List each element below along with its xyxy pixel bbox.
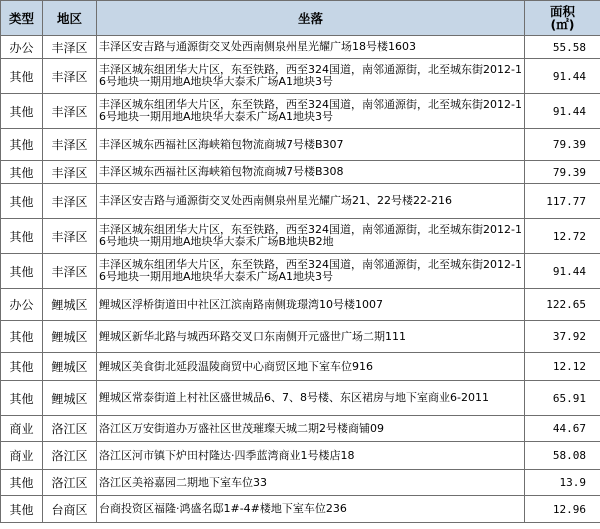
table-row <box>1 321 600 353</box>
cell-area: 122.65 <box>525 289 600 321</box>
cell-district: 丰泽区 <box>43 36 97 59</box>
cell-address: 洛江区美裕嘉园二期地下室车位33 <box>97 470 525 496</box>
cell-type: 其他 <box>1 254 43 289</box>
cell-area: 79.39 <box>525 129 600 161</box>
cell-type: 其他 <box>1 353 43 381</box>
cell-type: 其他 <box>1 219 43 254</box>
table-row <box>1 470 600 496</box>
table-row <box>1 59 600 94</box>
cell-district: 洛江区 <box>43 416 97 442</box>
cell-area: 91.44 <box>525 254 600 289</box>
cell-type: 其他 <box>1 321 43 353</box>
cell-area: 12.12 <box>525 353 600 381</box>
cell-district: 洛江区 <box>43 470 97 496</box>
cell-district: 丰泽区 <box>43 94 97 129</box>
table-row <box>1 416 600 442</box>
cell-type: 商业 <box>1 416 43 442</box>
table-row <box>1 442 600 470</box>
cell-type: 其他 <box>1 470 43 496</box>
cell-address: 鲤城区美食街北延段温陵商贸中心商贸区地下室车位916 <box>97 353 525 381</box>
header-address: 坐落 <box>97 1 525 36</box>
cell-address: 丰泽区城东西福社区海峡箱包物流商城7号楼B308 <box>97 161 525 184</box>
cell-address: 鲤城区新华北路与城西环路交叉口东南侧开元盛世广场二期111 <box>97 321 525 353</box>
cell-type: 其他 <box>1 129 43 161</box>
cell-type: 其他 <box>1 59 43 94</box>
cell-area: 44.67 <box>525 416 600 442</box>
header-district: 地区 <box>43 1 97 36</box>
header-area <box>525 1 600 36</box>
table-row <box>1 36 600 59</box>
cell-district: 丰泽区 <box>43 59 97 94</box>
cell-address: 丰泽区城东组团华大片区，东至铁路，西至324国道，南邻通源街，北至城东街2012-16号地块一期用地A地块华大泰禾广场A1地块3号 <box>97 254 525 289</box>
table-row <box>1 353 600 381</box>
cell-district: 鲤城区 <box>43 289 97 321</box>
table-row <box>1 289 600 321</box>
cell-area: 79.39 <box>525 161 600 184</box>
cell-type: 办公 <box>1 36 43 59</box>
cell-district: 丰泽区 <box>43 184 97 219</box>
cell-area: 91.44 <box>525 94 600 129</box>
cell-type: 其他 <box>1 94 43 129</box>
table-header <box>1 1 600 36</box>
cell-district: 鲤城区 <box>43 381 97 416</box>
cell-area: 58.08 <box>525 442 600 470</box>
cell-address: 台商投资区福隆·鸿盛名邸1#-4#楼地下室车位236 <box>97 496 525 523</box>
table-row <box>1 184 600 219</box>
cell-address: 丰泽区城东组团华大片区，东至铁路，西至324国道，南邻通源街，北至城东街2012-16号地块一期用地A地块华大泰禾广场A1地块3号 <box>97 94 525 129</box>
cell-address: 丰泽区城东组团华大片区，东至铁路，西至324国道，南邻通源街，北至城东街2012-16号地块一期用地A地块华大泰禾广场A1地块3号 <box>97 59 525 94</box>
header-row <box>1 1 600 36</box>
cell-type: 办公 <box>1 289 43 321</box>
table-row <box>1 254 600 289</box>
table-row <box>1 94 600 129</box>
cell-area: 12.72 <box>525 219 600 254</box>
cell-address: 洛江区河市镇下炉田村隆达·四季蓝湾商业1号楼店18 <box>97 442 525 470</box>
cell-district: 丰泽区 <box>43 254 97 289</box>
cell-type: 其他 <box>1 381 43 416</box>
cell-area: 91.44 <box>525 59 600 94</box>
cell-type: 其他 <box>1 496 43 523</box>
cell-type: 其他 <box>1 161 43 184</box>
cell-district: 鲤城区 <box>43 353 97 381</box>
cell-address: 丰泽区城东西福社区海峡箱包物流商城7号楼B307 <box>97 129 525 161</box>
cell-address: 洛江区万安街道办万盛社区世茂璀璨天城二期2号楼商铺09 <box>97 416 525 442</box>
cell-district: 丰泽区 <box>43 129 97 161</box>
table-row <box>1 381 600 416</box>
cell-address: 丰泽区安吉路与通源街交叉处西南侧泉州星光耀广场21、22号楼22-216 <box>97 184 525 219</box>
table-row <box>1 129 600 161</box>
table-row <box>1 496 600 523</box>
header-area-label: 面积 <box>549 4 575 19</box>
cell-address: 丰泽区安吉路与通源街交叉处西南侧泉州星光耀广场18号楼1603 <box>97 36 525 59</box>
cell-district: 丰泽区 <box>43 161 97 184</box>
cell-area: 13.9 <box>525 470 600 496</box>
cell-type: 其他 <box>1 184 43 219</box>
cell-area: 117.77 <box>525 184 600 219</box>
cell-district: 洛江区 <box>43 442 97 470</box>
cell-address: 鲤城区浮桥街道田中社区江滨南路南侧珑璟湾10号楼1007 <box>97 289 525 321</box>
header-type: 类型 <box>1 1 43 36</box>
table-row <box>1 219 600 254</box>
cell-area: 65.91 <box>525 381 600 416</box>
cell-type: 商业 <box>1 442 43 470</box>
cell-area: 55.58 <box>525 36 600 59</box>
cell-district: 鲤城区 <box>43 321 97 353</box>
cell-area: 12.96 <box>525 496 600 523</box>
cell-area: 37.92 <box>525 321 600 353</box>
cell-address: 丰泽区城东组团华大片区，东至铁路，西至324国道，南邻通源街，北至城东街2012-16号地块一期用地A地块华大泰禾广场B地块B2地 <box>97 219 525 254</box>
cell-district: 丰泽区 <box>43 219 97 254</box>
cell-address: 鲤城区常泰街道上村社区盛世城品6、7、8号楼、东区裙房与地下室商业6-2011 <box>97 381 525 416</box>
table-row <box>1 161 600 184</box>
header-area-unit: (㎡) <box>550 17 575 32</box>
cell-district: 台商区 <box>43 496 97 523</box>
table-body <box>1 36 600 523</box>
